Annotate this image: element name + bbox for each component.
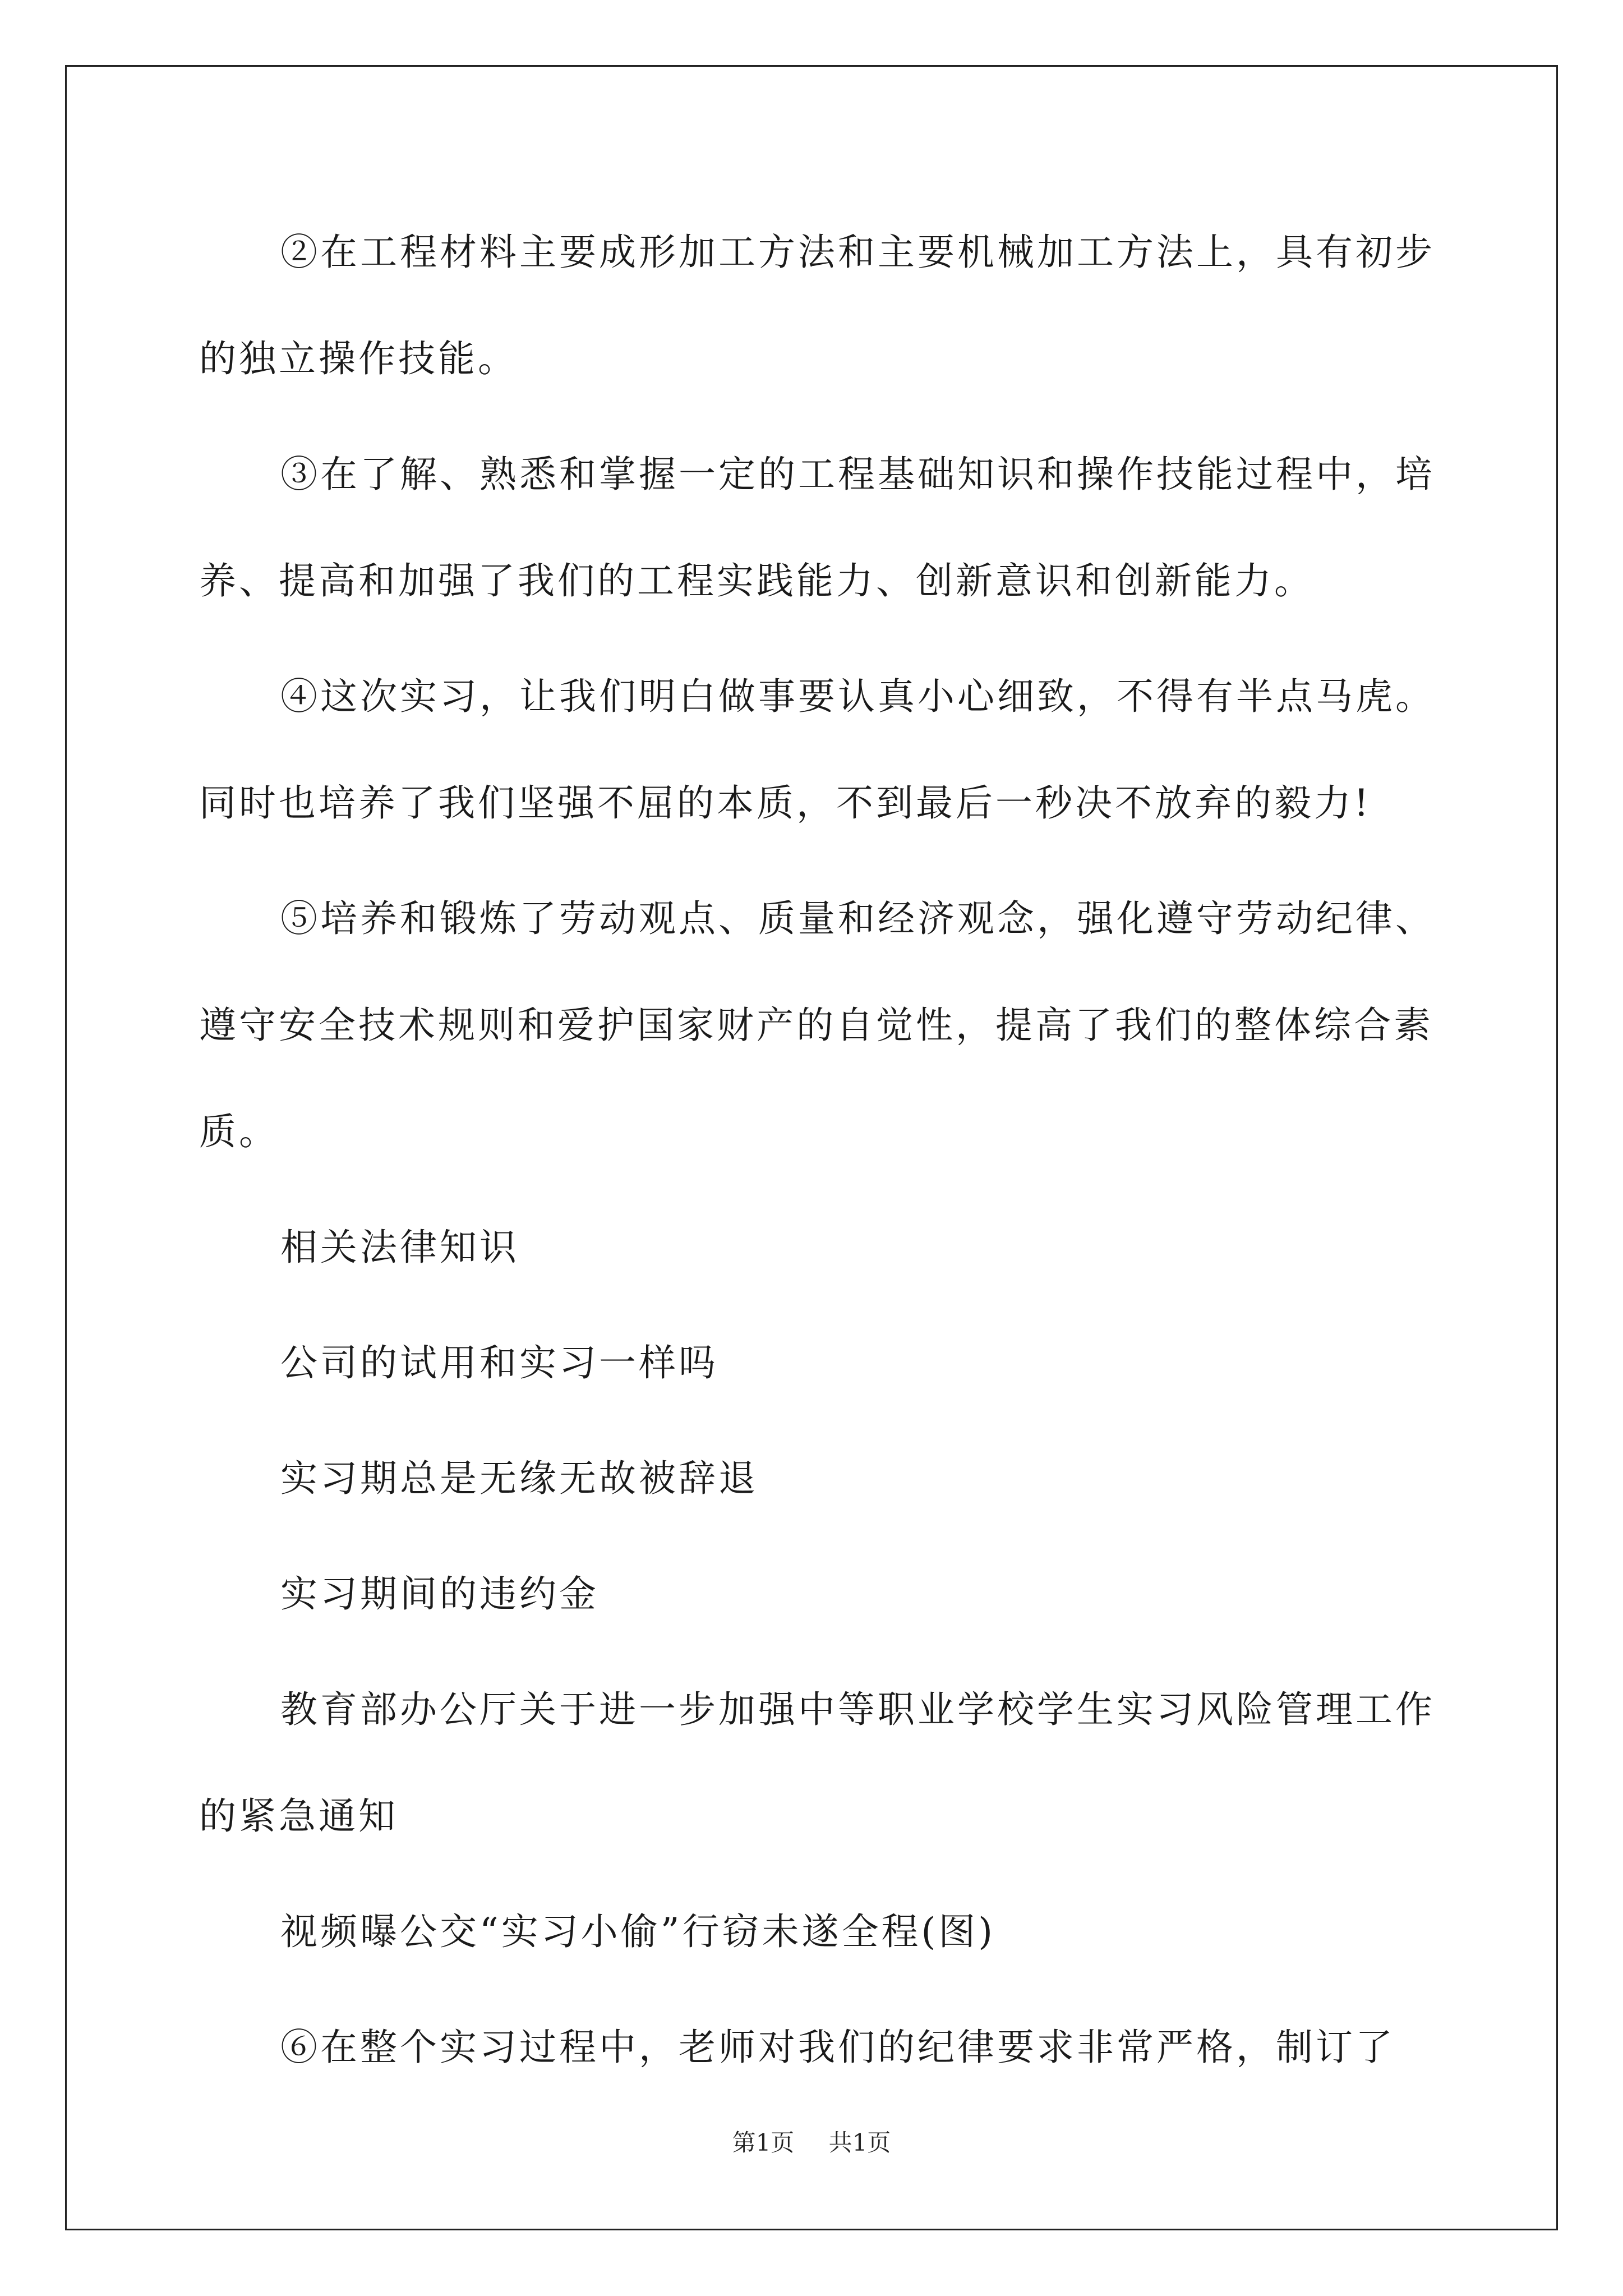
page-footer bbox=[0, 2126, 1623, 2160]
related-law-heading: 相关法律知识 bbox=[280, 1226, 519, 1269]
paragraph-3: ③在了解、熟悉和掌握一定的工程基础知识和操作技能过程中，培养、提高和加强了我们的工程实践能力、创新意识和创新能力。 bbox=[199, 453, 1435, 602]
related-link-probation: 公司的试用和实习一样吗 bbox=[280, 1341, 718, 1384]
page-number-current: 第1页 bbox=[732, 2129, 795, 2156]
paragraph-4: ④这次实习，让我们明白做事要认真小心细致，不得有半点马虎。同时也培养了我们坚强不屈的本质，不到最后一秒决不放弃的毅力! bbox=[199, 675, 1435, 825]
paragraph-6: ⑥在整个实习过程中，老师对我们的纪律要求非常严格，制订了 bbox=[280, 2026, 1395, 2069]
related-link-dismissal: 实习期总是无缘无故被辞退 bbox=[280, 1457, 758, 1500]
related-link-video: 视频曝公交“实习小偷”行窃未遂全程(图) bbox=[280, 1910, 995, 1953]
related-link-notice: 教育部办公厅关于进一步加强中等职业学校学生实习风险管理工作的紧急通知 bbox=[199, 1688, 1435, 1838]
related-link-penalty: 实习期间的违约金 bbox=[280, 1572, 599, 1616]
paragraph-5: ⑤培养和锻炼了劳动观点、质量和经济观念，强化遵守劳动纪律、遵守安全技术规则和爱护国家财产的自觉性，提高了我们的整体综合素质。 bbox=[199, 897, 1435, 1153]
page-number-total: 共1页 bbox=[828, 2129, 891, 2156]
document-body bbox=[199, 199, 1455, 2110]
paragraph-2: ②在工程材料主要成形加工方法和主要机械加工方法上，具有初步的独立操作技能。 bbox=[199, 231, 1435, 380]
